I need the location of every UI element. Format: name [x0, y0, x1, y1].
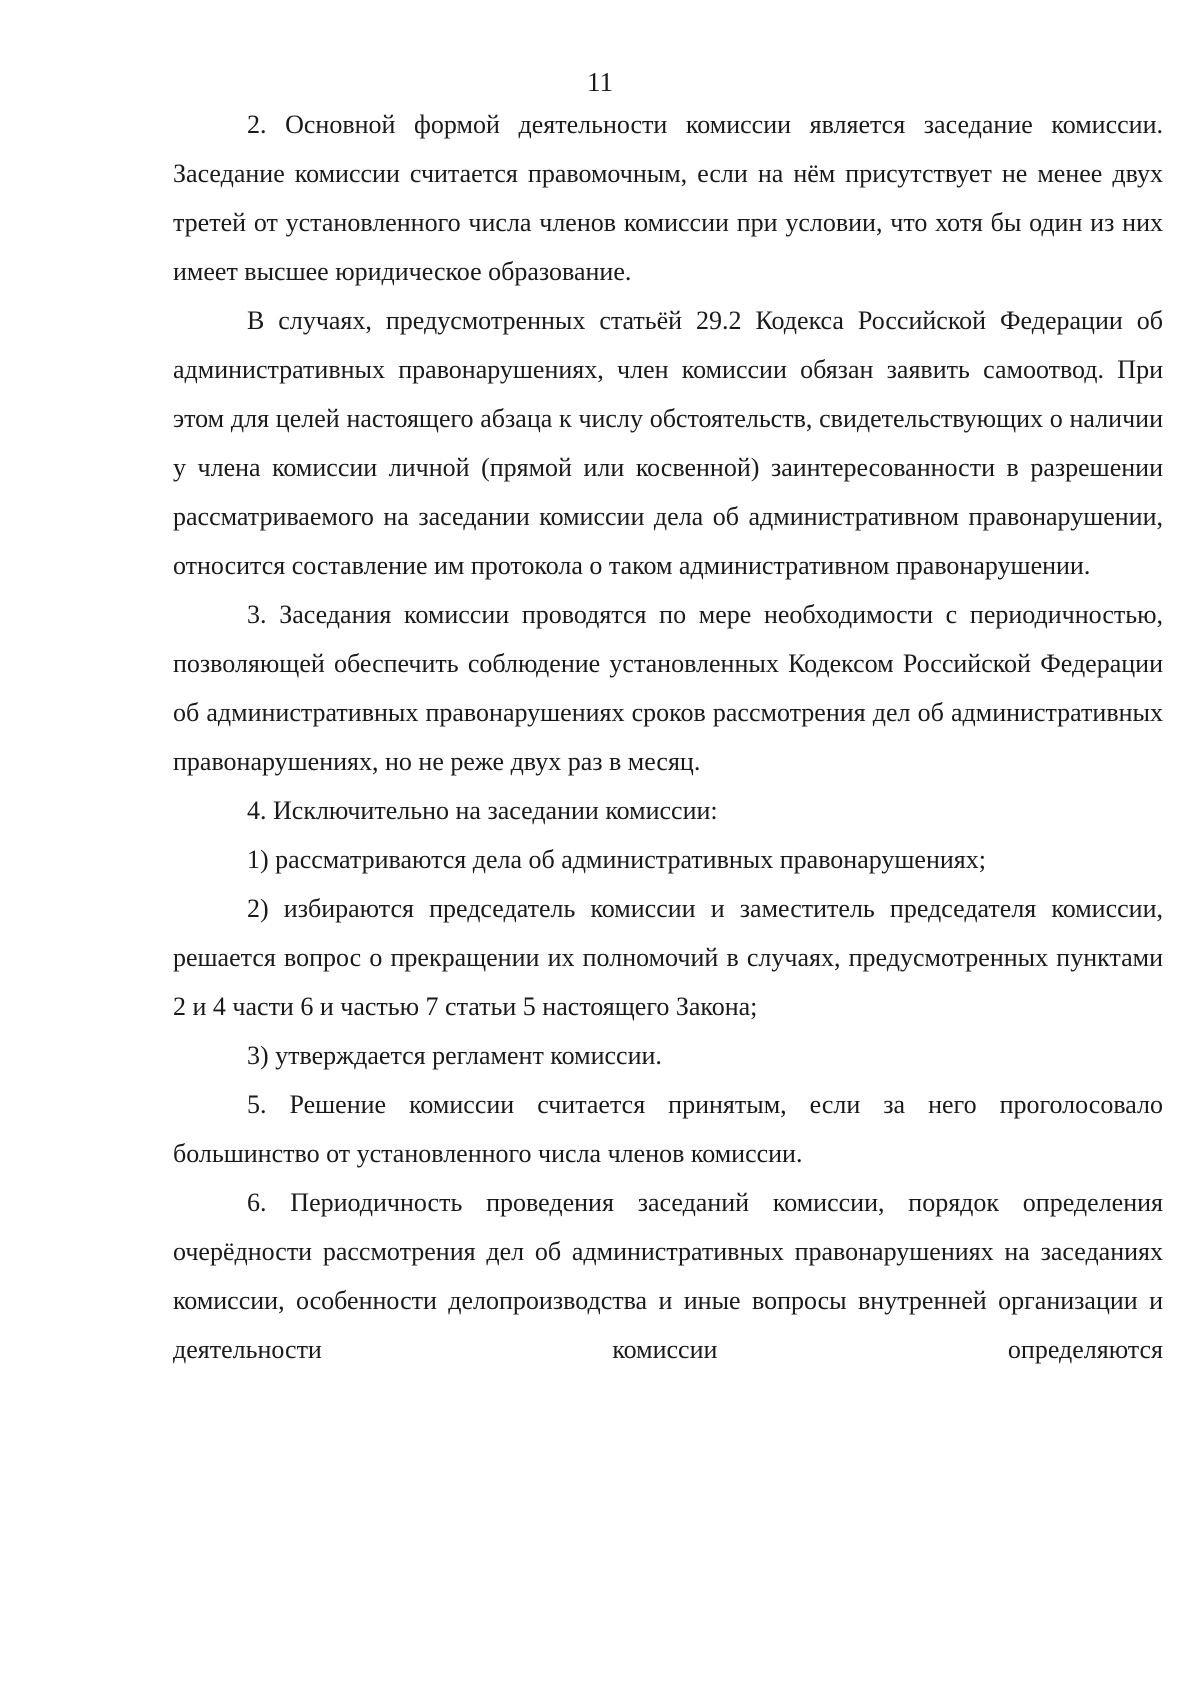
paragraph-6: 6. Периодичность проведения заседаний комиссии, порядок определения очерёдности рассмотрения дел об административных правонарушениях на заседаниях комиссии, особенности делопроизводства и иные вопросы внутренней организации и деятельности комиссии определяются [173, 1188, 1163, 1364]
paragraph-2: 2. Основной формой деятельности комиссии является заседание комиссии. Заседание комиссии считается правомочным, если на нём присутствует не менее двух третей от установленного числа членов комиссии при условии, что хотя бы один из них имеет высшее юридическое образование. [173, 110, 1163, 286]
document-body [173, 100, 1163, 1374]
paragraph-5: 5. Решение комиссии считается принятым, если за него проголосовало большинство от установленного числа членов комиссии. [173, 1090, 1163, 1168]
paragraph-2-recusal: В случаях, предусмотренных статьёй 29.2 Кодекса Российской Федерации об административных правонарушениях, член комиссии обязан заявить самоотвод. При этом для целей настоящего абзаца к числу обстоятельств, свидетельствующих о наличии у члена комиссии личной (прямой или косвенной) заинтересованности в разрешении рассматриваемого на заседании комиссии дела об административном правонарушении, относится составление им протокола о таком административном правонарушении. [173, 306, 1163, 580]
paragraph-4-item-2: 2) избираются председатель комиссии и заместитель председателя комиссии, решается вопрос о прекращении их полномочий в случаях, предусмотренных пунктами 2 и 4 части 6 и частью 7 статьи 5 настоящего Закона; [173, 894, 1163, 1021]
paragraph-4-item-3: 3) утверждается регламент комиссии. [247, 1041, 662, 1070]
page-number: 11 [587, 67, 613, 97]
paragraph-3: 3. Заседания комиссии проводятся по мере необходимости с периодичностью, позволяющей обеспечить соблюдение установленных Кодексом Российской Федерации об административных правонарушениях сроков рассмотрения дел об административных правонарушениях, но не реже двух раз в месяц. [173, 600, 1163, 776]
paragraph-4: 4. Исключительно на заседании комиссии: [247, 796, 718, 825]
paragraph-4-item-1: 1) рассматриваются дела об административных правонарушениях; [247, 845, 986, 874]
